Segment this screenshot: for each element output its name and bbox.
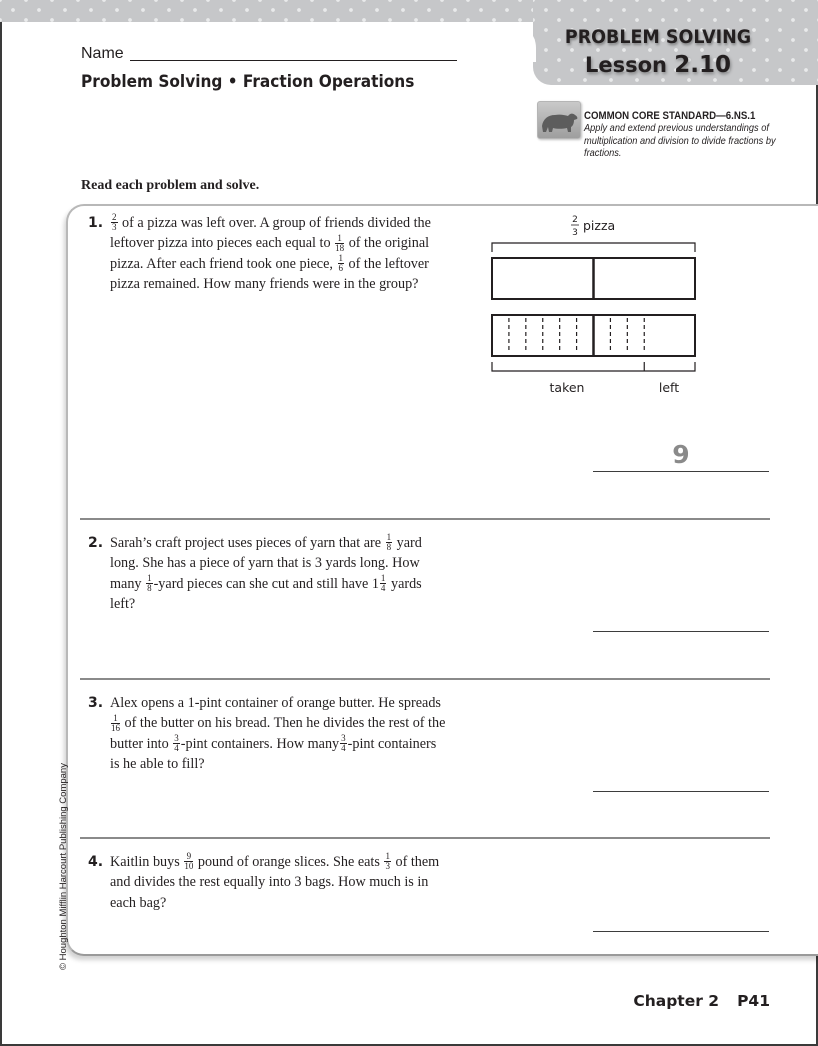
fraction bbox=[380, 574, 387, 593]
taken-label: taken bbox=[549, 380, 585, 395]
fraction bbox=[111, 213, 118, 232]
bar-model-diagram bbox=[480, 205, 710, 400]
copyright-notice: © Houghton Mifflin Harcourt Publishing Company bbox=[58, 763, 69, 970]
top-label-text: pizza bbox=[583, 218, 616, 233]
numerator: 1 bbox=[111, 714, 120, 724]
fraction bbox=[173, 734, 180, 753]
fraction bbox=[184, 852, 193, 871]
name-label: Name bbox=[81, 45, 124, 62]
problem-text: Kaitlin buys $\frac{9}{10}$ pound of orange slices. She eats $\frac{1}{3}$ of them and divides the rest equally into 3 bags. How much is in each bag? bbox=[110, 851, 440, 911]
fraction bbox=[340, 734, 347, 753]
numerator: 2 bbox=[112, 212, 117, 223]
numerator: 1 bbox=[338, 252, 343, 263]
denominator: 18 bbox=[335, 242, 345, 253]
left-label: left bbox=[658, 380, 680, 395]
standard-description: Apply and extend previous understandings of multiplication and division to divide fractions by fractions. bbox=[584, 122, 776, 159]
bear-icon bbox=[537, 101, 581, 139]
problem-number: 1. bbox=[88, 215, 104, 231]
problem-4 bbox=[88, 852, 448, 913]
problem-1 bbox=[88, 213, 448, 294]
numerator: 3 bbox=[174, 732, 179, 743]
denominator: 4 bbox=[341, 742, 346, 753]
badge-lesson-number: 2.10 bbox=[674, 52, 732, 78]
numerator: 1 bbox=[386, 532, 392, 543]
problem-text: Alex opens a 1-pint container of orange butter. He spreads $\frac{1}{16}$ of the butter on his bread. Then he divides the rest of the butter into $\frac{3}{4}$ -pint containers. How many $\frac{3}{4}$ -pint containers is he able to fill? bbox=[110, 695, 446, 772]
problem-3 bbox=[88, 693, 448, 774]
fraction bbox=[146, 574, 153, 593]
top-label bbox=[571, 215, 615, 238]
numerator: 3 bbox=[341, 732, 346, 743]
denominator: 4 bbox=[174, 742, 179, 753]
answer-value-1: 9 bbox=[672, 440, 690, 469]
answer-line-4[interactable] bbox=[593, 931, 769, 932]
bottom-bracket bbox=[492, 362, 695, 371]
denominator: 6 bbox=[338, 262, 343, 273]
problem-divider bbox=[80, 678, 770, 680]
denominator: 3 bbox=[112, 222, 117, 233]
problem-number: 3. bbox=[88, 695, 104, 711]
numerator: 1 bbox=[147, 572, 152, 583]
top-bracket bbox=[492, 243, 695, 252]
denominator: 10 bbox=[184, 861, 194, 872]
problem-2 bbox=[88, 533, 448, 614]
problem-number: 4. bbox=[88, 854, 104, 870]
page-title: Problem Solving • Fraction Operations bbox=[81, 72, 415, 91]
top-label-denominator: 3 bbox=[572, 228, 578, 238]
problem-number: 2. bbox=[88, 535, 104, 551]
numerator: 1 bbox=[335, 234, 344, 244]
answer-line-2[interactable] bbox=[593, 631, 769, 632]
badge-problem-solving: PROBLEM SOLVING bbox=[564, 26, 752, 48]
denominator: 3 bbox=[385, 861, 390, 872]
page-footer bbox=[633, 992, 770, 1010]
name-field[interactable] bbox=[130, 60, 457, 61]
problem-divider bbox=[80, 518, 770, 520]
denominator: 16 bbox=[111, 722, 120, 733]
numerator: 9 bbox=[184, 852, 193, 862]
answer-line-3[interactable] bbox=[593, 791, 769, 792]
chapter-label: Chapter 2 bbox=[633, 992, 720, 1010]
badge-lesson-word: Lesson bbox=[584, 53, 667, 77]
bottom-bracket-line bbox=[492, 362, 695, 371]
bottom-bar bbox=[492, 315, 695, 356]
denominator: 8 bbox=[386, 542, 392, 553]
top-label-numerator: 2 bbox=[572, 215, 578, 225]
problem-text: $\frac{2}{3}$ of a pizza was left over. A group of friends divided the leftover pizza into pieces each equal to $\frac{1}{18}$ of the original pizza. After each friend took one piece, $\frac{1}{6}$ of the leftover pizza remained. How many friends were in the group? bbox=[110, 212, 431, 292]
problem-text: Sarah’s craft project uses pieces of yarn that are $\frac{1}{8}$ yard long. She has a piece of yarn that is 3 yards long. How many $\frac{1}{8}$ -yard pieces can she cut and still have 1 $\frac{1}{4}$ yards left? bbox=[110, 532, 422, 612]
denominator: 4 bbox=[380, 582, 386, 593]
denominator: 8 bbox=[147, 582, 152, 593]
numerator: 1 bbox=[385, 851, 390, 862]
common-core-standard bbox=[584, 110, 814, 160]
standard-code: COMMON CORE STANDARD—6.NS.1 bbox=[584, 110, 756, 122]
fraction bbox=[335, 234, 344, 253]
fraction bbox=[384, 852, 391, 871]
answer-line-1[interactable] bbox=[593, 471, 769, 472]
fraction bbox=[111, 714, 120, 733]
badge-lesson bbox=[533, 50, 783, 80]
fraction bbox=[386, 533, 393, 552]
page-number: P41 bbox=[737, 992, 770, 1010]
problem-divider bbox=[80, 837, 770, 839]
numerator: 1 bbox=[380, 572, 386, 583]
lesson-badge bbox=[533, 24, 783, 80]
instructions: Read each problem and solve. bbox=[81, 178, 260, 193]
fraction bbox=[338, 254, 345, 273]
